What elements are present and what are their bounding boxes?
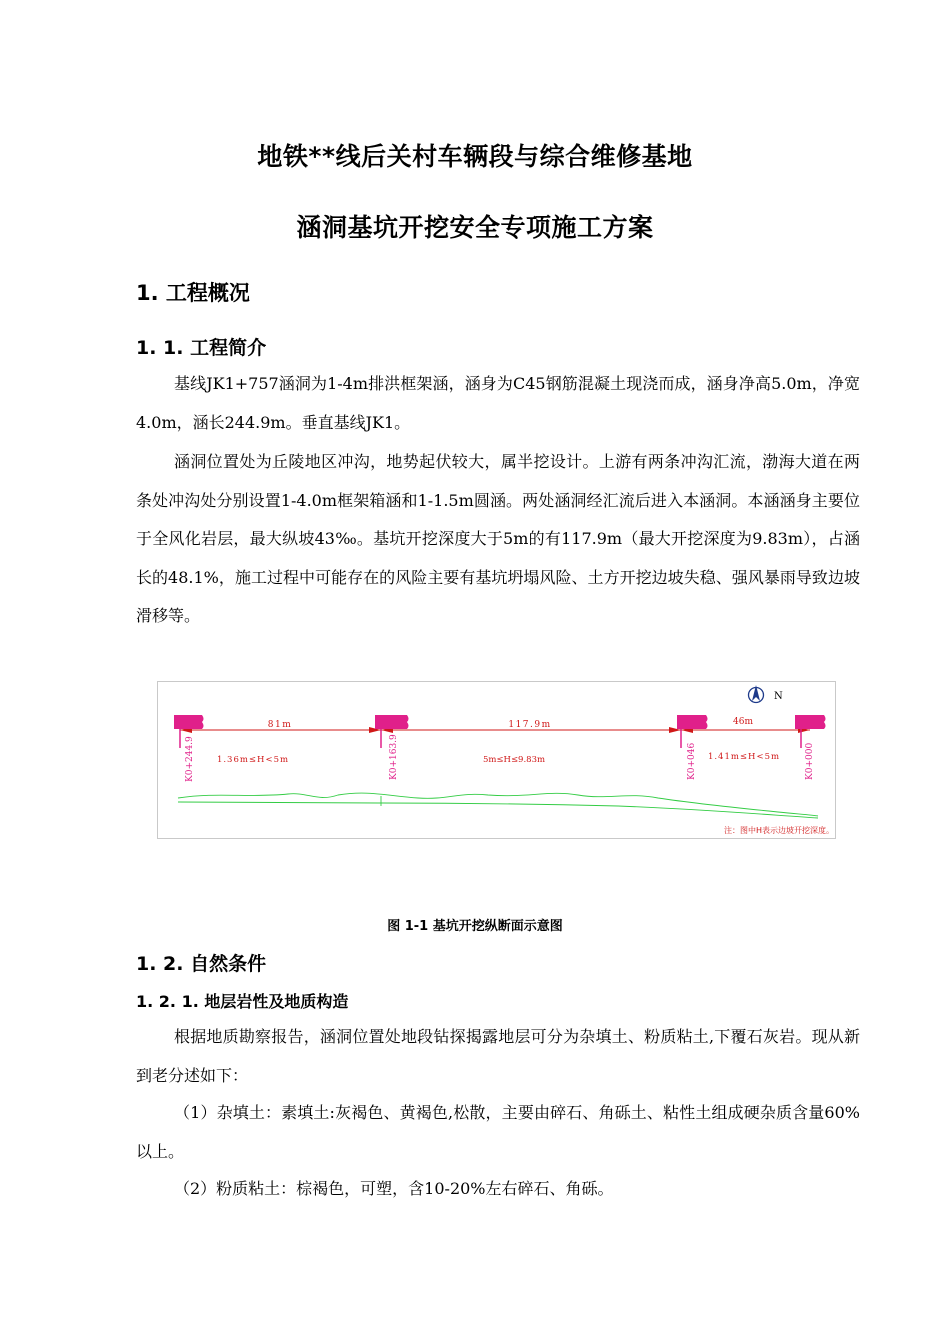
north-arrow-icon xyxy=(749,685,764,703)
depth-range-label: 1.36m≤H<5m xyxy=(216,755,290,765)
culvert-profile-line xyxy=(178,802,818,818)
document-title-line-2: 涵洞基坑开挖安全专项施工方案 xyxy=(296,213,654,242)
segment-length-label: 117.9m xyxy=(508,720,552,730)
station-label: K0+000 xyxy=(805,742,815,780)
segment-length-label: 46m xyxy=(733,717,753,727)
depth-range-label: 1.41m≤H<5m xyxy=(707,752,781,762)
paragraph-geology-intro: 根据地质勘察报告，涵洞位置处地段钻探揭露地层可分为杂填土、粉质粘土,下覆石灰岩。现从新到老分述如下： xyxy=(136,1027,860,1085)
subsection-heading-1-1: 1. 1. 工程简介 xyxy=(136,337,267,359)
station-label: K0+163.9 xyxy=(389,734,399,780)
figure-note: 注：图中H表示边坡开挖深度。 xyxy=(723,826,834,835)
north-label: N xyxy=(774,691,783,702)
station-label: K0+046 xyxy=(687,742,697,780)
figure-caption: 图 1-1 基坑开挖纵断面示意图 xyxy=(387,919,563,934)
paragraph-site-description: 涵洞位置处为丘陵地区冲沟，地势起伏较大，属半挖设计。上游有两条冲沟汇流，渤海大道在两条处冲沟处分别设置1-4.0m框架箱涵和1-1.5m圆涵。两处涵洞经汇流后进入本涵洞。本涵涵身主要位于全风化岩层，最大纵坡43‰。基坑开挖深度大于5m的有117.9m（最大开挖深度为9.83m），占涵长的48.1%，施工过程中可能存在的风险主要有基坑坍塌风险、土方开挖边坡失稳、强风暴雨导致边坡滑移等。 xyxy=(136,452,860,625)
paragraph-project-intro: 基线JK1+757涵洞为1-4m排洪框架涵，涵身为C45钢筋混凝土现浇而成，涵身净高5.0m，净宽4.0m，涵长244.9m。垂直基线JK1。 xyxy=(136,374,860,432)
segment-length-label: 81m xyxy=(267,720,293,730)
paragraph-fill-soil: （1）杂填土：素填土:灰褐色、黄褐色,松散，主要由碎石、角砾土、粘性土组成硬杂质含量60%以上。 xyxy=(136,1103,860,1161)
section-heading-1: 1. 工程概况 xyxy=(136,281,250,305)
depth-range-label: 5m≤H≤9.83m xyxy=(482,755,546,765)
station-label: K0+244.9 xyxy=(185,736,195,782)
subsection-heading-1-2: 1. 2. 自然条件 xyxy=(136,953,267,975)
subsection-heading-1-2-1: 1. 2. 1. 地层岩性及地质构造 xyxy=(136,992,349,1011)
paragraph-silty-clay: （2）粉质粘土：棕褐色，可塑，含10-20%左右碎石、角砾。 xyxy=(174,1179,614,1198)
figure-excavation-profile xyxy=(157,681,836,839)
document-title-line-1: 地铁**线后关村车辆段与综合维修基地 xyxy=(257,142,693,171)
ground-profile-line xyxy=(178,793,818,816)
